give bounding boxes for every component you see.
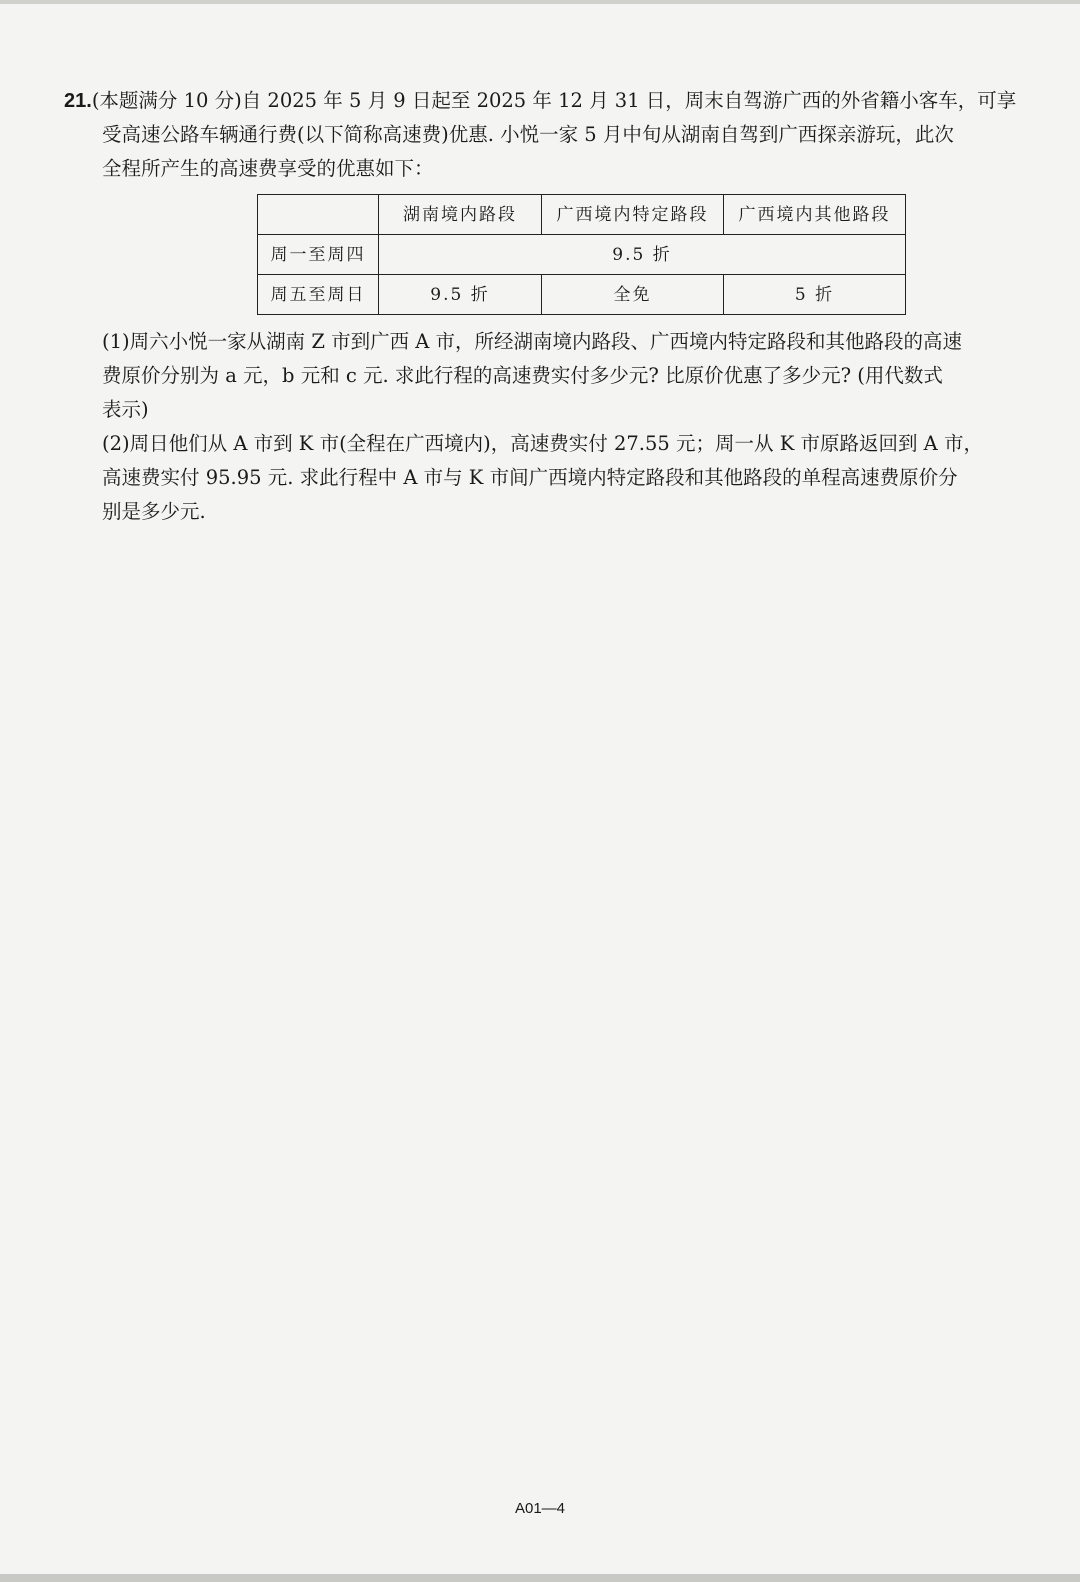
part-2-line-1: (2)周日他们从 A 市到 K 市(全程在广西境内)，高速费实付 27.55 元；周一从 K 市原路返回到 A 市， <box>102 432 983 455</box>
question-21 <box>64 84 1064 529</box>
question-stem-text-1: (本题满分 10 分)自 2025 年 5 月 9 日起至 2025 年 12 月 31 日，周末自驾游广西的外省籍小客车，可享 <box>91 89 1017 112</box>
discount-table <box>257 194 906 315</box>
table-cell-weekend-guangxi-special: 全免 <box>542 275 724 315</box>
question-stem-line-3: 全程所产生的高速费享受的优惠如下： <box>102 157 434 180</box>
table-header-hunan: 湖南境内路段 <box>379 195 542 235</box>
page-top-edge <box>0 0 1080 4</box>
table-row-weekend <box>258 275 906 315</box>
table-cell-weekday-discount: 9.5 折 <box>379 235 906 275</box>
part-2-line-3: 别是多少元. <box>102 500 206 523</box>
table-header-row <box>258 195 906 235</box>
page-number: A01—4 <box>514 1500 566 1517</box>
question-stem-line-2: 受高速公路车辆通行费(以下简称高速费)优惠. 小悦一家 5 月中旬从湖南自驾到广西探亲游玩，此次 <box>102 123 954 146</box>
part-2-line-2: 高速费实付 95.95 元. 求此行程中 A 市与 K 市间广西境内特定路段和其他路段的单程高速费原价分 <box>102 466 958 489</box>
part-1-line-3: 表示) <box>102 398 149 421</box>
question-number: 21. <box>64 90 92 112</box>
table-header-guangxi-other: 广西境内其他路段 <box>724 195 906 235</box>
table-header-guangxi-special: 广西境内特定路段 <box>542 195 724 235</box>
table-row-label-mon-thu: 周一至周四 <box>258 235 379 275</box>
part-1-line-2: 费原价分别为 a 元，b 元和 c 元. 求此行程的高速费实付多少元? 比原价优惠了多少元? (用代数式 <box>102 364 943 387</box>
question-stem-line-1 <box>64 84 1064 118</box>
table-row-label-fri-sun: 周五至周日 <box>258 275 379 315</box>
table-cell-weekend-guangxi-other: 5 折 <box>724 275 906 315</box>
page-bottom-edge <box>0 1574 1080 1582</box>
table-header-empty <box>258 195 379 235</box>
table-row-weekday <box>258 235 906 275</box>
part-1-line-1: (1)周六小悦一家从湖南 Z 市到广西 A 市，所经湖南境内路段、广西境内特定路段和其他路段的高速 <box>102 330 963 353</box>
table-cell-weekend-hunan: 9.5 折 <box>379 275 542 315</box>
